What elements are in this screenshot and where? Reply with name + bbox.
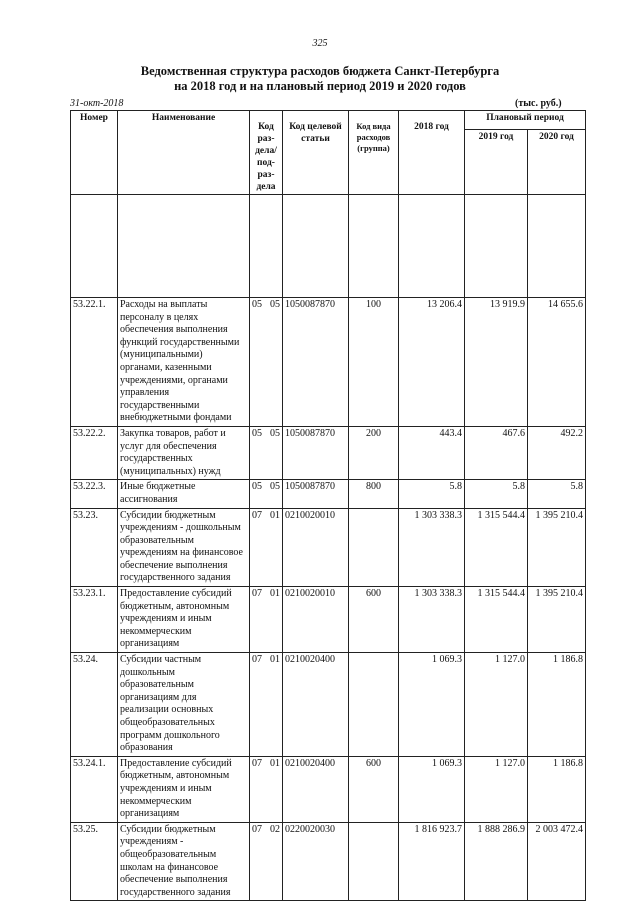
row-2020: 2 003 472.4 — [528, 822, 586, 901]
row-target: 1050087870 — [283, 298, 349, 427]
row-subsection-code: 01 — [270, 654, 280, 666]
row-2018: 443.4 — [399, 426, 465, 479]
row-section — [250, 298, 283, 427]
row-target: 0220020030 — [283, 822, 349, 901]
header-expense-type: Код вида расходов (группа) — [349, 111, 399, 195]
row-section-code: 07 — [252, 588, 262, 600]
row-target: 0210020400 — [283, 653, 349, 757]
row-section — [250, 822, 283, 901]
row-section — [250, 508, 283, 587]
row-expense-type: 100 — [349, 298, 399, 427]
row-2018: 5.8 — [399, 480, 465, 508]
row-name: Иные бюджетные ассигнования — [118, 480, 250, 508]
document-title — [0, 64, 640, 94]
header-section: Код раз- дела/ под- раз- дела — [250, 111, 283, 195]
row-2020: 492.2 — [528, 426, 586, 479]
row-2018: 1 303 338.3 — [399, 587, 465, 653]
row-expense-type: 800 — [349, 480, 399, 508]
row-2020: 1 186.8 — [528, 756, 586, 822]
row-section-code: 07 — [252, 757, 262, 769]
row-2019: 1 315 544.4 — [465, 587, 528, 653]
row-subsection-code: 02 — [270, 823, 280, 835]
header-number: Номер — [71, 111, 118, 195]
row-2019: 467.6 — [465, 426, 528, 479]
row-section — [250, 480, 283, 508]
row-2019: 1 315 544.4 — [465, 508, 528, 587]
row-section-code: 05 — [252, 427, 262, 439]
row-subsection-code: 01 — [270, 588, 280, 600]
header-planned-period: Плановый период — [465, 111, 586, 130]
row-number: 53.23. — [71, 508, 118, 587]
row-2020: 1 395 210.4 — [528, 587, 586, 653]
row-expense-type — [349, 822, 399, 901]
row-subsection-code: 01 — [270, 509, 280, 521]
row-2018: 1 069.3 — [399, 756, 465, 822]
title-line-1: Ведомственная структура расходов бюджета Санкт-Петербурга — [140, 64, 500, 78]
row-number: 53.22.3. — [71, 480, 118, 508]
row-target: 0210020010 — [283, 508, 349, 587]
row-2018: 1 069.3 — [399, 653, 465, 757]
row-expense-type: 200 — [349, 426, 399, 479]
row-number: 53.22.2. — [71, 426, 118, 479]
row-subsection-code: 05 — [270, 427, 280, 439]
row-2018: 1 816 923.7 — [399, 822, 465, 901]
row-section-code: 07 — [252, 509, 262, 521]
header-name: Наименование — [118, 111, 250, 195]
table-row — [71, 480, 586, 508]
row-2020: 1 186.8 — [528, 653, 586, 757]
row-section-code: 07 — [252, 823, 262, 835]
row-2020: 5.8 — [528, 480, 586, 508]
header-target: Код целевой статьи — [283, 111, 349, 195]
table-row — [71, 822, 586, 901]
row-number: 53.23.1. — [71, 587, 118, 653]
header-spacer-row — [71, 195, 586, 298]
row-name: Предоставление субсидий бюджетным, автономным учреждениям и иным некоммерческим организациям — [118, 756, 250, 822]
row-2018: 1 303 338.3 — [399, 508, 465, 587]
header-2018: 2018 год — [399, 111, 465, 195]
row-2020: 1 395 210.4 — [528, 508, 586, 587]
row-section — [250, 653, 283, 757]
row-number: 53.25. — [71, 822, 118, 901]
budget-table — [70, 110, 586, 901]
row-2019: 1 888 286.9 — [465, 822, 528, 901]
row-2019: 13 919.9 — [465, 298, 528, 427]
report-date: 31-окт-2018 — [70, 98, 124, 109]
row-name: Предоставление субсидий бюджетным, автономным учреждениям и иным некоммерческим организациям — [118, 587, 250, 653]
page-number: 325 — [312, 38, 328, 49]
table-row — [71, 426, 586, 479]
row-name: Субсидии бюджетным учреждениям - дошкольным образовательным учреждениям на финансовое обеспечение выполнения государственного задания — [118, 508, 250, 587]
row-target: 1050087870 — [283, 426, 349, 479]
row-section — [250, 756, 283, 822]
table-row — [71, 587, 586, 653]
header-2019: 2019 год — [465, 129, 528, 194]
title-line-2: на 2018 год и на плановый период 2019 и 2020 годов — [174, 79, 466, 93]
row-subsection-code: 01 — [270, 757, 280, 769]
row-name: Закупка товаров, работ и услуг для обеспечения государственных (муниципальных) нужд — [118, 426, 250, 479]
row-2019: 5.8 — [465, 480, 528, 508]
row-target: 0210020010 — [283, 587, 349, 653]
table-row — [71, 508, 586, 587]
row-section-code: 05 — [252, 299, 262, 310]
row-name: Субсидии частным дошкольным образовательным организациям для реализации основных общеобразовательных программ дошкольного образования — [118, 653, 250, 757]
row-subsection-code: 05 — [270, 299, 280, 310]
row-subsection-code: 05 — [270, 481, 280, 493]
row-section-code: 07 — [252, 654, 262, 666]
row-number: 53.22.1. — [71, 298, 118, 427]
units-label: (тыс. руб.) — [515, 98, 562, 109]
row-name: Расходы на выплаты персоналу в целях обеспечения выполнения функций государственными (муниципальными) органами, казенными учреждениями, органами управления государственными внебюджетными фондами — [118, 298, 250, 427]
row-2019: 1 127.0 — [465, 653, 528, 757]
row-number: 53.24.1. — [71, 756, 118, 822]
row-2020: 14 655.6 — [528, 298, 586, 427]
row-2019: 1 127.0 — [465, 756, 528, 822]
table-body — [71, 195, 586, 901]
row-2018: 13 206.4 — [399, 298, 465, 427]
table-row — [71, 756, 586, 822]
row-expense-type — [349, 653, 399, 757]
row-expense-type: 600 — [349, 756, 399, 822]
header-2020: 2020 год — [528, 129, 586, 194]
row-target: 0210020400 — [283, 756, 349, 822]
row-target: 1050087870 — [283, 480, 349, 508]
row-number: 53.24. — [71, 653, 118, 757]
row-name: Субсидии бюджетным учреждениям - общеобразовательным школам на финансовое обеспечение выполнения государственного задания — [118, 822, 250, 901]
row-section-code: 05 — [252, 481, 262, 493]
table-row — [71, 653, 586, 757]
table-row — [71, 298, 586, 427]
row-expense-type — [349, 508, 399, 587]
row-section — [250, 426, 283, 479]
row-expense-type: 600 — [349, 587, 399, 653]
row-section — [250, 587, 283, 653]
